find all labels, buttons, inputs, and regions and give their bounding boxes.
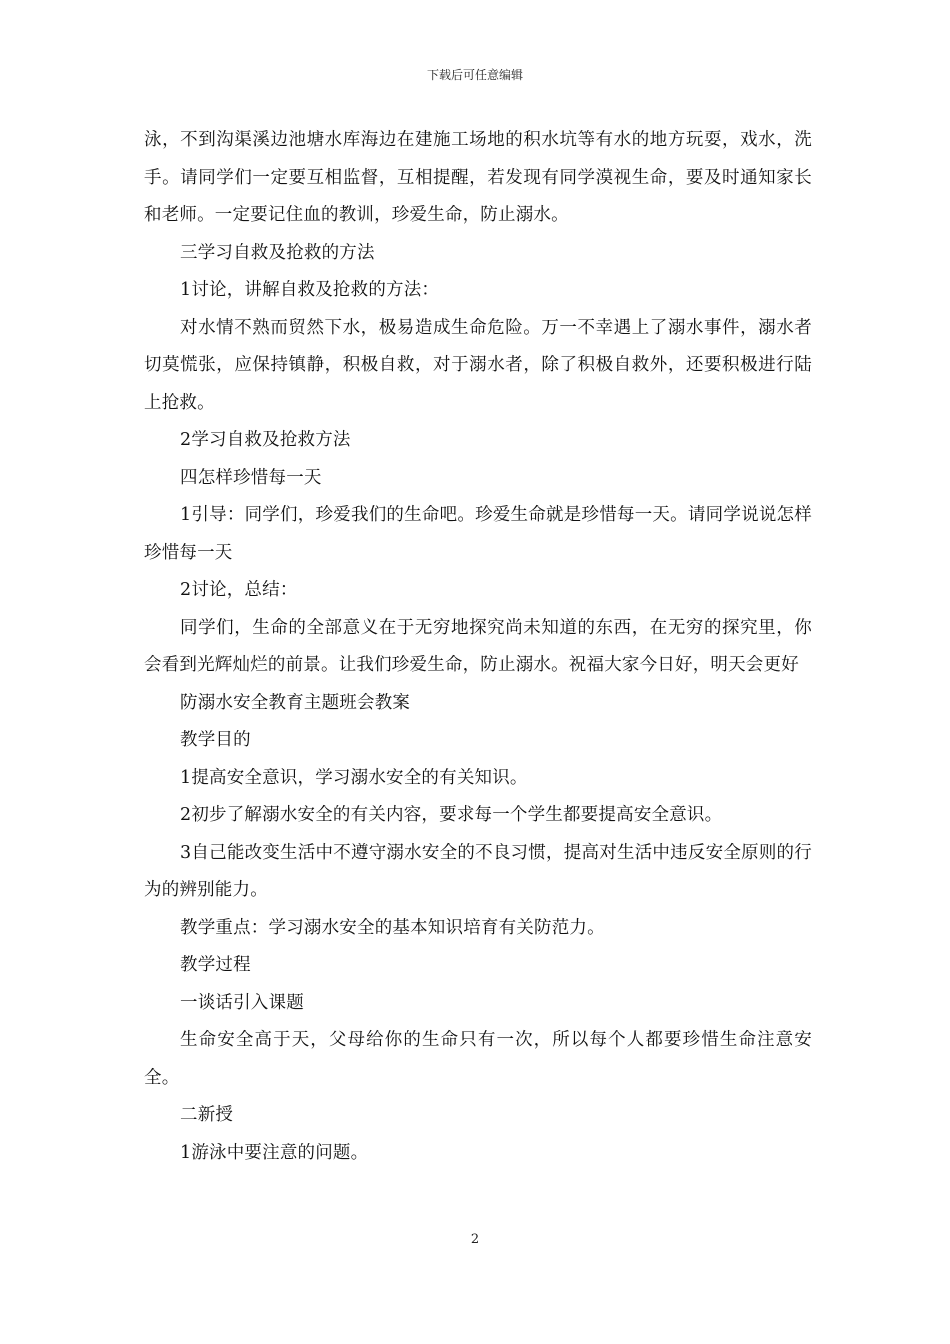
paragraph: 2讨论，总结：: [180, 580, 298, 600]
paragraph: 1游泳中要注意的问题。: [180, 1142, 369, 1163]
page-number: 2: [470, 1232, 480, 1247]
section-heading: 四怎样珍惜每一天: [180, 467, 322, 488]
section-heading: 三学习自救及抢救的方法: [180, 242, 375, 263]
paragraph: 3自己能改变生活中不遵守溺水安全的不良习惯，提高对生活中违反安全原则的行为的辨别能力。: [144, 842, 812, 900]
section-heading: 教学目的: [180, 730, 251, 750]
paragraph: 同学们，生命的全部意义在于无穷地探究尚未知道的东西，在无穷的探究里，你会看到光辉灿烂的前景。让我们珍爱生命，防止溺水。祝福大家今日好，明天会更好: [144, 617, 812, 675]
paragraph: 2初步了解溺水安全的有关内容，要求每一个学生都要提高安全意识。: [180, 805, 723, 825]
page-header: 下载后可任意编辑: [426, 68, 523, 82]
paragraph: 2学习自救及抢救方法: [180, 430, 351, 450]
paragraph: 对水情不熟而贸然下水，极易造成生命危险。万一不幸遇上了溺水事件，溺水者切莫慌张，应保持镇静，积极自救，对于溺水者，除了积极自救外，还要积极进行陆上抢救。: [144, 317, 812, 413]
section-heading: 一谈话引入课题: [180, 992, 304, 1013]
paragraph: 1提高安全意识，学习溺水安全的有关知识。: [180, 767, 528, 788]
section-heading: 二新授: [180, 1105, 234, 1125]
document-body: [144, 122, 812, 1172]
paragraph: 1引导：同学们，珍爱我们的生命吧。珍爱生命就是珍惜每一天。请同学说说怎样珍惜每一天: [144, 505, 812, 563]
paragraph: 教学重点：学习溺水安全的基本知识培育有关防范力。: [180, 917, 605, 938]
paragraph: 生命安全高于天，父母给你的生命只有一次，所以每个人都要珍惜生命注意安全。: [144, 1030, 812, 1088]
paragraph: 1讨论，讲解自救及抢救的方法：: [180, 280, 440, 300]
paragraph: 泳，不到沟渠溪边池塘水库海边在建施工场地的积水坑等有水的地方玩耍，戏水，洗手。请同学们一定要互相监督，互相提醒，若发现有同学漠视生命，要及时通知家长和老师。一定要记住血的教训，珍爱生命，防止溺水。: [144, 130, 812, 225]
section-heading: 防溺水安全教育主题班会教案: [180, 692, 411, 713]
section-heading: 教学过程: [180, 955, 251, 975]
